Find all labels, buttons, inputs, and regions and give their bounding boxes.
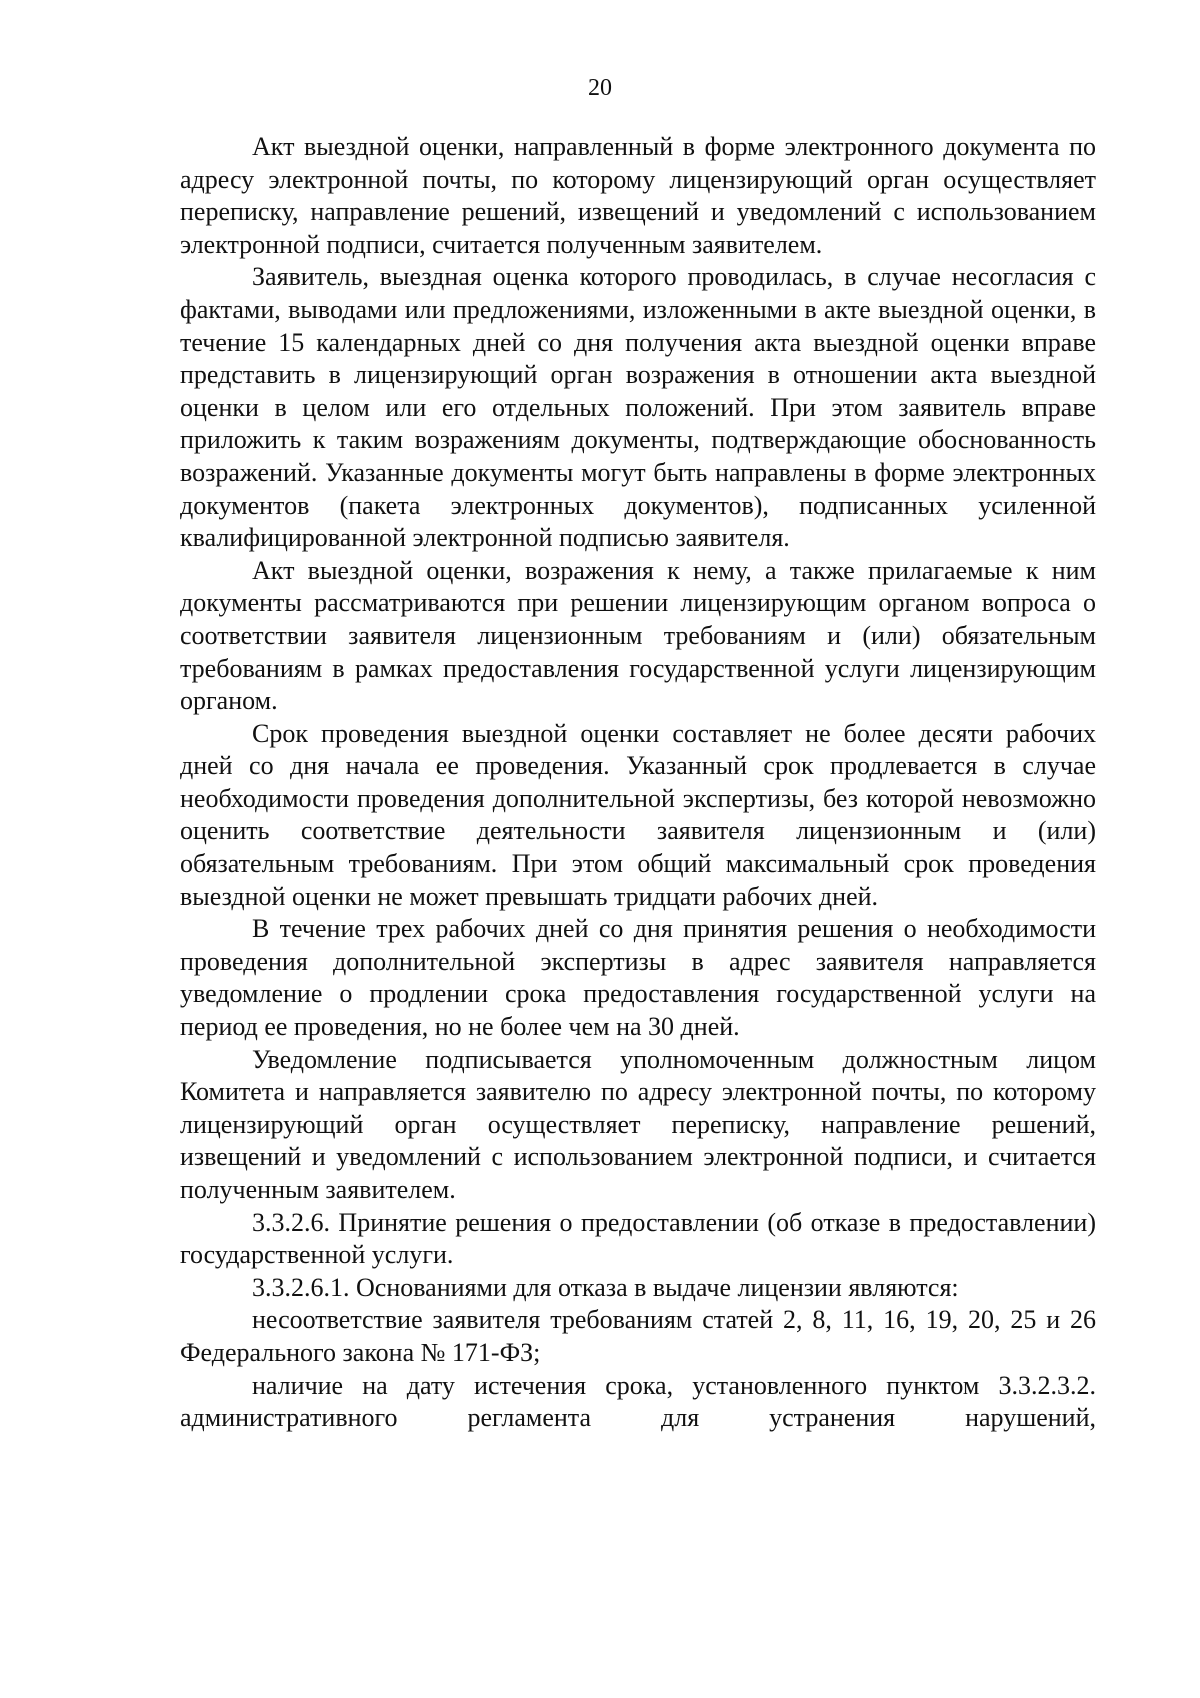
paragraph-section-3-3-2-6-1: 3.3.2.6.1. Основаниями для отказа в выдаче лицензии являются: — [252, 1272, 959, 1302]
paragraph-extension-notice: В течение трех рабочих дней со дня принятия решения о необходимости проведения дополнительной экспертизы в адрес заявителя направляется уведомление о продлении срока предоставления государственной услуги на период ее проведения, но не более чем на 30 дней. — [180, 914, 1096, 1042]
paragraph-refusal-ground-1: несоответствие заявителя требованиям статей 2, 8, 11, 16, 19, 20, 25 и 26 Федерального закона № 171-ФЗ; — [180, 1305, 1096, 1367]
paragraph-objections: Заявитель, выездная оценка которого проводилась, в случае несогласия с фактами, выводами или предложениями, изложенными в акте выездной оценки, в течение 15 календарных дней со дня получения акта выездной оценки вправе представить в лицензирующий орган возражения в отношении акта выездной оценки в целом или его отдельных положений. При этом заявитель вправе приложить к таким возражениям документы, подтверждающие обоснованность возражений. Указанные документы могут быть направлены в форме электронных документов (пакета электронных документов), подписанных усиленной квалифицированной электронной подписью заявителя. — [180, 262, 1096, 553]
page-number: 20 — [588, 75, 612, 101]
paragraph-section-3-3-2-6: 3.3.2.6. Принятие решения о предоставлении (об отказе в предоставлении) государственной услуги. — [180, 1207, 1096, 1270]
paragraph-assessment-term: Срок проведения выездной оценки составляет не более десяти рабочих дней со дня начала ее проведения. Указанный срок продлевается в случае необходимости проведения дополнительной экспертизы, без которой невозможно оценить соответствие деятельности заявителя лицензионным и (или) обязательным требованиям. При этом общий максимальный срок проведения выездной оценки не может превышать тридцати рабочих дней. — [180, 718, 1096, 911]
paragraph-refusal-ground-2: наличие на дату истечения срока, установленного пунктом 3.3.2.3.2. административного регламента для устранения нарушений, — [180, 1370, 1096, 1433]
document-body — [180, 131, 1096, 1435]
paragraph-act-review: Акт выездной оценки, возражения к нему, а также прилагаемые к ним документы рассматриваются при решении лицензирующим органом вопроса о соответствии заявителя лицензионным требованиям и (или) обязательным требованиям в рамках предоставления государственной услуги лицензирующим органом. — [180, 555, 1096, 716]
paragraph-act-delivery: Акт выездной оценки, направленный в форме электронного документа по адресу электронной почты, по которому лицензирующий орган осуществляет переписку, направление решений, извещений и уведомлений с использованием электронной подписи, считается полученным заявителем. — [180, 132, 1096, 259]
paragraph-notice-signing: Уведомление подписывается уполномоченным должностным лицом Комитета и направляется заявителю по адресу электронной почты, по которому лицензирующий орган осуществляет переписку, направление решений, извещений и уведомлений с использованием электронной подписи, и считается полученным заявителем. — [180, 1044, 1096, 1204]
